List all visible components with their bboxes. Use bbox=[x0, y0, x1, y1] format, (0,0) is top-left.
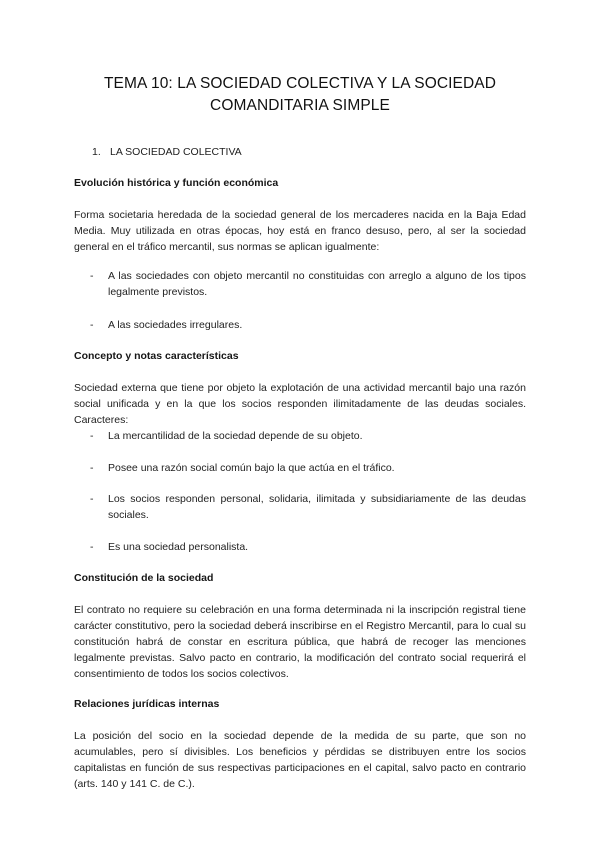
list-item bbox=[90, 460, 526, 476]
list-item-text: La mercantilidad de la sociedad depende de su objeto. bbox=[108, 430, 363, 442]
paragraph-concepto: Sociedad externa que tiene por objeto la explotación de una actividad mercantil bajo una razón social unificada y en la que los socios responden ilimitadamente de las deudas sociales. Caracteres: bbox=[74, 382, 526, 426]
title-line-2: COMANDITARIA SIMPLE bbox=[210, 97, 390, 114]
bullet-marker: - bbox=[90, 430, 94, 442]
paragraph-constitucion: El contrato no requiere su celebración en una forma determinada ni la inscripción registral tiene carácter constitutivo, pero la sociedad deberá inscribirse en el Registro Mercantil, para lo cual su constitución habrá de constar en escritura pública, que habrá de recoger las menciones legalmente previstas. Salvo pacto en contrario, la modificación del contrato social requerirá el consentimiento de todos los socios colectivos. bbox=[74, 604, 526, 680]
bullet-marker: - bbox=[90, 270, 94, 282]
subheading-evolucion: Evolución histórica y función económica bbox=[74, 177, 279, 189]
list-item-text: Es una sociedad personalista. bbox=[108, 541, 249, 553]
list-item bbox=[90, 539, 526, 555]
bullet-marker: - bbox=[90, 493, 94, 505]
list-item bbox=[90, 428, 526, 444]
list-item-text: Los socios responden personal, solidaria, ilimitada y subsidiariamente de las deudas sociales. bbox=[108, 493, 526, 521]
list-item bbox=[90, 317, 526, 333]
list-item-text: A las sociedades con objeto mercantil no constituidas con arreglo a alguno de los tipos legalmente previstos. bbox=[108, 270, 526, 298]
list-item bbox=[90, 491, 526, 523]
section-number: 1. bbox=[92, 146, 101, 158]
list-item-text: A las sociedades irregulares. bbox=[108, 319, 243, 331]
list-item bbox=[90, 268, 526, 300]
subheading-concepto: Concepto y notas características bbox=[74, 350, 239, 362]
paragraph-relaciones: La posición del socio en la sociedad depende de la medida de su parte, que son no acumulables, pero sí divisibles. Los beneficios y pérdidas se distribuyen entre los socios capitalistas en función de sus respectivas participaciones en el capital, salvo pacto en contrario (arts. 140 y 141 C. de C.). bbox=[74, 730, 526, 790]
section-heading bbox=[92, 145, 242, 159]
section-label: LA SOCIEDAD COLECTIVA bbox=[110, 146, 242, 158]
list-item-text: Posee una razón social común bajo la que actúa en el tráfico. bbox=[108, 462, 395, 474]
bullet-marker: - bbox=[90, 462, 94, 474]
subheading-constitucion: Constitución de la sociedad bbox=[74, 572, 214, 584]
subheading-relaciones: Relaciones jurídicas internas bbox=[74, 698, 220, 710]
bullet-marker: - bbox=[90, 541, 94, 553]
bullet-marker: - bbox=[90, 319, 94, 331]
title-line-1: TEMA 10: LA SOCIEDAD COLECTIVA Y LA SOCIEDAD bbox=[103, 75, 497, 92]
document-title bbox=[74, 73, 526, 117]
paragraph-evolucion: Forma societaria heredada de la sociedad general de los mercaderes nacida en la Baja Edad Media. Muy utilizada en otras épocas, hoy está en franco desuso, pero, al ser la sociedad general en el tráfico mercantil, sus normas se aplican igualmente: bbox=[74, 209, 526, 253]
